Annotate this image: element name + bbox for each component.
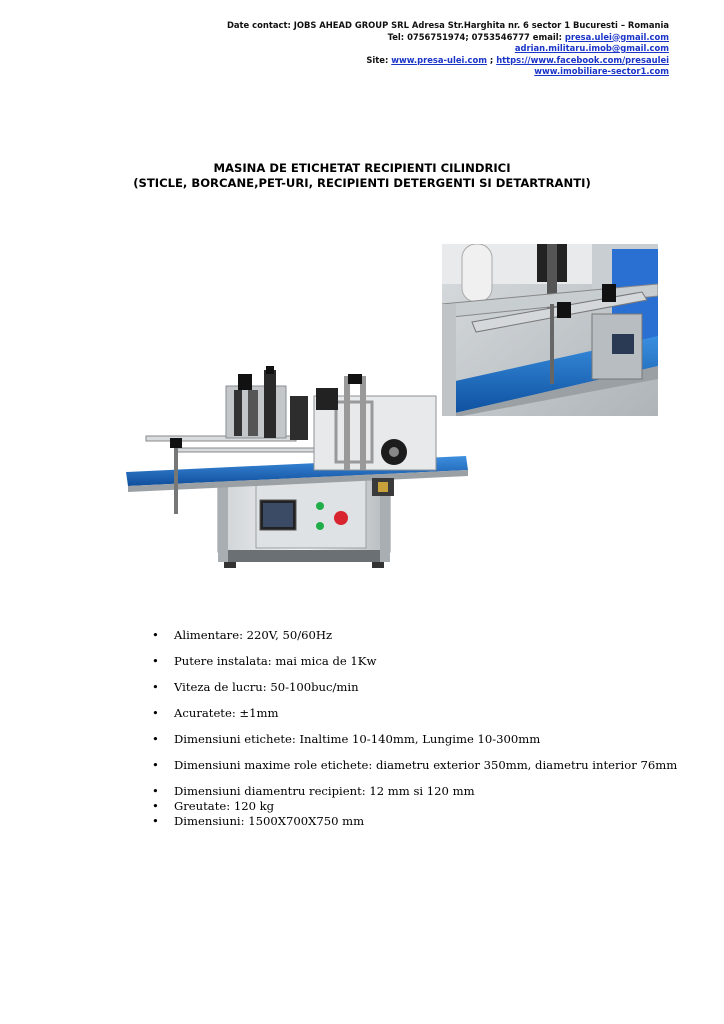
contact-line-site3 xyxy=(227,66,669,78)
email-link-2[interactable]: adrian.militaru.imob@gmail.com xyxy=(514,43,669,53)
document-title xyxy=(0,161,724,191)
contact-line-phone: Tel: 0756751974; 0753546777 email: presa.ulei@gmail.com xyxy=(387,31,669,42)
spec-item-label-size: • Dimensiuni etichete: Inaltime 10-140mm, Lungime 10-300mm xyxy=(152,732,677,746)
spec-item-installed-power: • Putere instalata: mai mica de 1Kw xyxy=(152,654,677,668)
spec-item-power-supply: • Alimentare: 220V, 50/60Hz xyxy=(152,628,677,642)
spec-list xyxy=(152,628,677,829)
spec-item-speed: • Viteza de lucru: 50-100buc/min xyxy=(152,680,677,694)
title-line-1: MASINA DE ETICHETAT RECIPIENTI CILINDRICI xyxy=(213,161,511,175)
site-link-2[interactable]: https://www.facebook.com/presaulei xyxy=(496,54,669,65)
spec-item-accuracy: • Acuratete: ±1mm xyxy=(152,706,677,720)
spec-item-roll-size: • Dimensiuni maxime role etichete: diametru exterior 350mm, diametru interior 76mm xyxy=(152,758,677,772)
contact-line-address: Date contact: JOBS AHEAD GROUP SRL Adresa Str.Harghita nr. 6 sector 1 Bucuresti – Romania xyxy=(226,20,669,30)
spec-item-container-diameter: • Dimensiuni diamentru recipient: 12 mm si 120 mm xyxy=(152,784,677,798)
title-line-2: (STICLE, BORCANE,PET-URI, RECIPIENTI DETERGENTI SI DETARTRANTI) xyxy=(133,176,591,190)
site-link-1[interactable]: www.presa-ulei.com xyxy=(391,54,488,65)
contact-header xyxy=(227,20,669,78)
machine-closeup-photo xyxy=(442,244,658,416)
spec-item-weight: • Greutate: 120 kg xyxy=(152,799,677,813)
contact-line-sites: Site: www.presa-ulei.com ; https://www.facebook.com/presaulei xyxy=(366,54,669,65)
email-link-1[interactable]: presa.ulei@gmail.com xyxy=(564,31,669,42)
site-link-3[interactable]: www.imobiliare-sector1.com xyxy=(534,66,669,76)
contact-line-email2 xyxy=(227,43,669,55)
spec-item-dimensions: • Dimensiuni: 1500X700X750 mm xyxy=(152,814,677,828)
labeling-machine-photo xyxy=(126,366,474,572)
